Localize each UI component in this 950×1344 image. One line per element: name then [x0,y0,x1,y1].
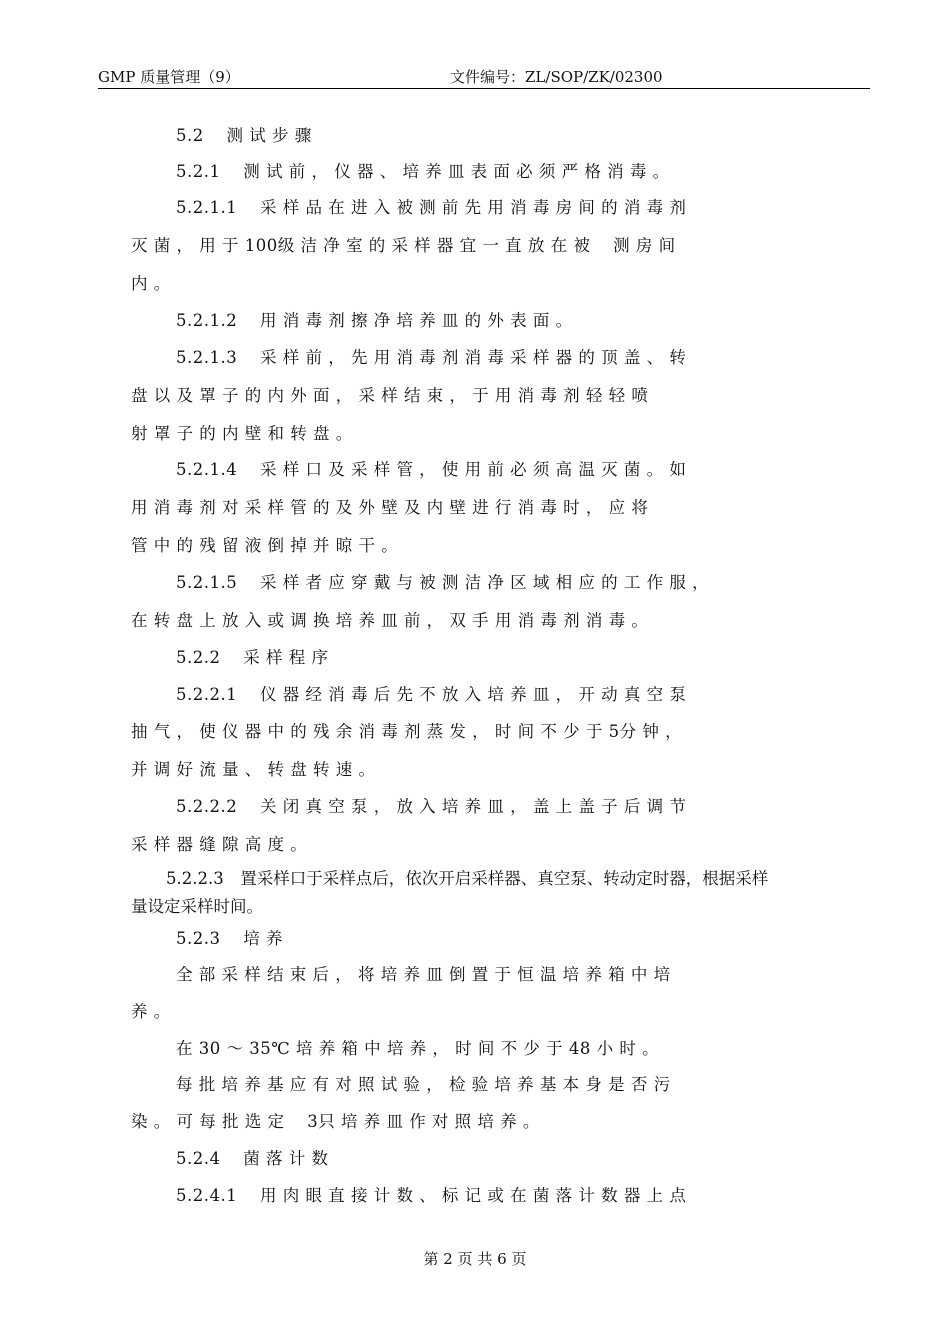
paragraph-line: 灭 菌 ， 用 于 100级 洁 净 室 的 采 样 器 宜 一 直 放 在 被 测 房 间 [131,236,676,255]
paragraph-line: 每 批 培 养 基 应 有 对 照 试 验 ， 检 验 培 养 基 本 身 是 否 污 [176,1075,671,1094]
paragraph-line: 在 转 盘 上 放 入 或 调 换 培 养 皿 前 ， 双 手 用 消 毒 剂 消 毒 。 [131,611,649,630]
paragraph-line: 养 。 [131,1002,171,1021]
document-number: 文件编号：ZL/SOP/ZK/02300 [450,68,663,86]
paragraph-line: 管 中 的 残 留 液 倒 掉 并 晾 干 。 [131,536,399,555]
paragraph-line: 量设定采样时间。 [131,897,263,916]
header-title: GMP 质量管理（9） [98,68,240,86]
paragraph-line: 5.2.2.1 仪 器 经 消 毒 后 先 不 放 入 培 养 皿 ， 开 动 真 空 泵 [176,685,687,704]
paragraph-line: 5.2.1.3 采 样 前 ， 先 用 消 毒 剂 消 毒 采 样 器 的 顶 盖 、 转 [176,348,687,367]
page-header [98,64,870,89]
paragraph-line: 5.2.1.2 用 消 毒 剂 擦 净 培 养 皿 的 外 表 面 。 [176,311,573,330]
paragraph-line: 并 调 好 流 量 、 转 盘 转 速 。 [131,760,376,779]
paragraph-line: 5.2.1.4 采 样 口 及 采 样 管 ， 使 用 前 必 须 高 温 灭 菌 。 如 [176,460,687,479]
section-heading: 5.2.3 培 养 [176,929,283,948]
section-heading: 5.2.4 菌 落 计 数 [176,1149,329,1168]
paragraph-line: 采 样 器 缝 隙 高 度 。 [131,835,308,854]
paragraph-line: 染 。 可 每 批 选 定 3只 培 养 皿 作 对 照 培 养 。 [131,1112,540,1131]
paragraph-line: 用 消 毒 剂 对 采 样 管 的 及 外 壁 及 内 壁 进 行 消 毒 时 ， 应 将 [131,498,649,517]
paragraph-line: 在 30 ～ 35℃ 培 养 箱 中 培 养 ， 时 间 不 少 于 48 小 时 。 [176,1039,660,1058]
page-footer: 第 2 页 共 6 页 [423,1250,527,1268]
paragraph-line: 5.2.1.1 采 样 品 在 进 入 被 测 前 先 用 消 毒 房 间 的 消 毒 剂 [176,198,687,217]
paragraph-line: 5.2.4.1 用 肉 眼 直 接 计 数 、 标 记 或 在 菌 落 计 数 器 上 点 [176,1186,687,1205]
paragraph-line: 5.2.2.2 关 闭 真 空 泵 ， 放 入 培 养 皿 ， 盖 上 盖 子 后 调 节 [176,797,687,816]
section-heading: 5.2.2 采 样 程 序 [176,648,329,667]
paragraph-line: 5.2.1.5 采 样 者 应 穿 戴 与 被 测 洁 净 区 域 相 应 的 工 作 服 ， [176,573,710,592]
section-heading: 5.2 测 试 步 骤 [176,126,312,145]
paragraph-line: 射 罩 子 的 内 壁 和 转 盘 。 [131,424,353,443]
paragraph-line: 5.2.2.3 置采样口于采样点后，依次开启采样器、真空泵、转动定时器，根据采样 [166,869,769,888]
paragraph-line: 盘 以 及 罩 子 的 内 外 面 ， 采 样 结 束 ， 于 用 消 毒 剂 轻 轻 喷 [131,386,649,405]
paragraph-line: 5.2.1 测 试 前 ， 仪 器 、 培 养 皿 表 面 必 须 严 格 消 毒 。 [176,162,670,181]
paragraph-line: 全 部 采 样 结 束 后 ， 将 培 养 皿 倒 置 于 恒 温 培 养 箱 中 培 [176,965,671,984]
paragraph-line: 内 。 [131,274,171,293]
paragraph-line: 抽 气 ， 使 仪 器 中 的 残 余 消 毒 剂 蒸 发 ， 时 间 不 少 于 5分 钟 ， [131,722,683,741]
